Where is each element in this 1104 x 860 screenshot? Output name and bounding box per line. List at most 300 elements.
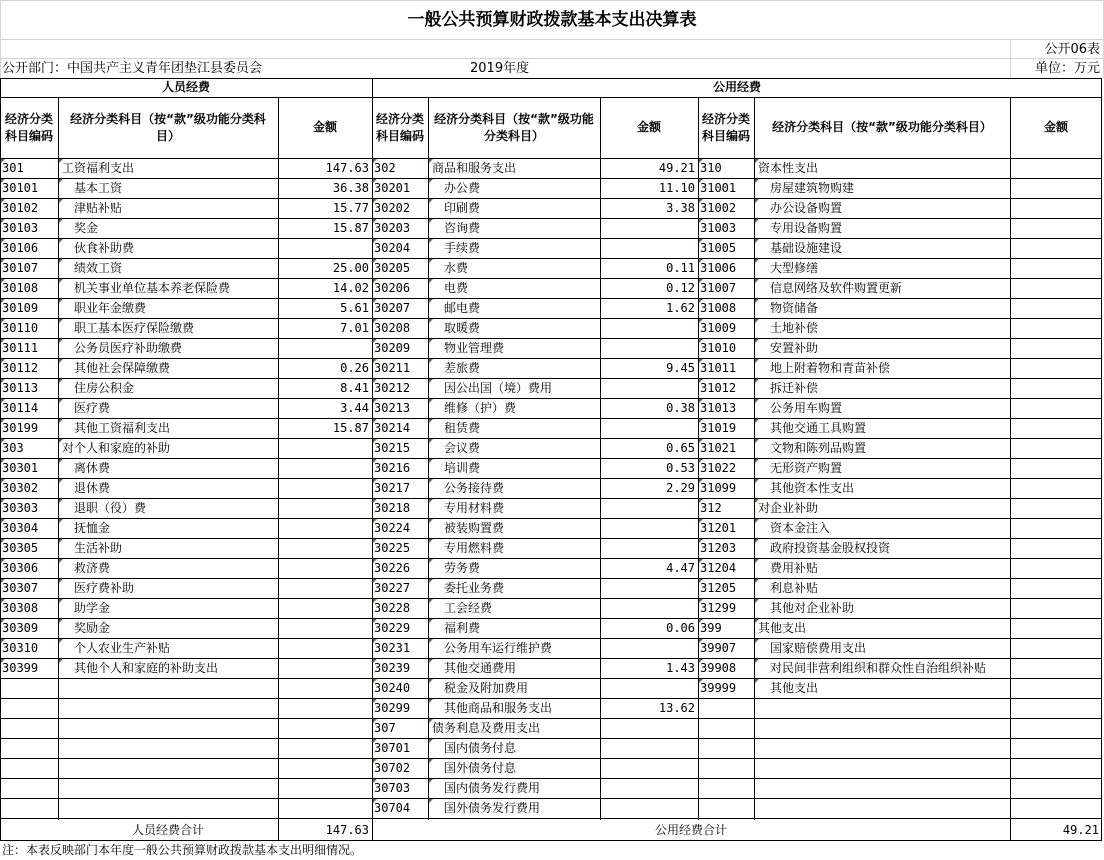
row-code: 30307 <box>2 581 39 595</box>
row-code: 30303 <box>2 501 39 515</box>
row-code: 31005 <box>700 241 737 255</box>
row-name: 住房公积金 <box>74 381 135 395</box>
row-name: 水费 <box>444 261 469 275</box>
border-line <box>0 418 1102 419</box>
border-line <box>1010 97 1011 820</box>
row-name: 职工基本医疗保险缴费 <box>74 321 195 335</box>
row-amount <box>278 598 372 618</box>
border-line <box>0 658 1102 659</box>
row-name: 信息网络及软件购置更新 <box>770 281 903 295</box>
row-amount <box>1010 618 1102 638</box>
public-total-label: 公用经费合计 <box>654 823 727 837</box>
row-name: 租赁费 <box>444 421 481 435</box>
row-name: 退职（役）费 <box>74 501 147 515</box>
border-line <box>0 518 1102 519</box>
border-line <box>754 97 755 820</box>
row-amount <box>1010 178 1102 198</box>
row-amount <box>600 218 698 238</box>
border-line <box>0 738 1102 739</box>
row-amount <box>1010 358 1102 378</box>
row-name: 个人农业生产补贴 <box>74 641 171 655</box>
row-amount: 1.62 <box>666 301 695 315</box>
row-amount: 15.87 <box>332 221 369 235</box>
row-name: 绩效工资 <box>74 261 123 275</box>
row-code: 30228 <box>374 601 411 615</box>
row-name: 其他对企业补助 <box>770 601 855 615</box>
row-name: 政府投资基金股权投资 <box>770 541 891 555</box>
row-amount <box>1010 538 1102 558</box>
row-name: 专用燃料费 <box>444 541 505 555</box>
col-header-amount-personnel: 金额 <box>312 120 337 134</box>
row-name: 电费 <box>444 281 469 295</box>
row-code: 31299 <box>700 601 737 615</box>
row-name: 基础设施建设 <box>770 241 843 255</box>
row-code: 31203 <box>700 541 737 555</box>
row-code: 31201 <box>700 521 737 535</box>
row-name: 商品和服务支出 <box>432 161 517 175</box>
row-code: 30304 <box>2 521 39 535</box>
row-name: 物资储备 <box>770 301 819 315</box>
row-code: 30207 <box>374 301 411 315</box>
border-line <box>372 78 373 840</box>
row-name: 委托业务费 <box>444 581 505 595</box>
personnel-total-amount: 147.63 <box>325 823 369 837</box>
row-code: 31002 <box>700 201 737 215</box>
row-amount <box>1010 458 1102 478</box>
row-amount: 0.65 <box>666 441 695 455</box>
row-code: 30306 <box>2 561 39 575</box>
row-amount <box>278 458 372 478</box>
row-amount <box>278 478 372 498</box>
row-code: 30102 <box>2 201 39 215</box>
row-name: 退休费 <box>74 481 111 495</box>
row-amount: 7.01 <box>340 321 369 335</box>
row-amount <box>600 778 698 798</box>
col-header-code-personnel: 经济分类科目编码 <box>4 111 53 143</box>
row-amount <box>278 438 372 458</box>
row-amount: 5.61 <box>340 301 369 315</box>
row-code: 30399 <box>2 661 39 675</box>
row-code: 31001 <box>700 181 737 195</box>
col-header-amount-public-a: 金额 <box>636 120 661 134</box>
row-name: 国内债务付息 <box>444 741 517 755</box>
row-name: 税金及附加费用 <box>444 681 529 695</box>
row-name: 地上附着物和青苗补偿 <box>770 361 891 375</box>
row-name: 其他交通工具购置 <box>770 421 867 435</box>
row-amount <box>1010 418 1102 438</box>
row-name: 其他资本性支出 <box>770 481 855 495</box>
row-amount <box>600 498 698 518</box>
row-code: 30108 <box>2 281 39 295</box>
border-line <box>0 638 1102 639</box>
row-code: 30214 <box>374 421 411 435</box>
gridline <box>0 0 1104 1</box>
row-name: 其他社会保障缴费 <box>74 361 171 375</box>
border-line <box>0 798 1102 799</box>
row-amount: 15.87 <box>332 421 369 435</box>
row-amount: 8.41 <box>340 381 369 395</box>
row-amount <box>1010 298 1102 318</box>
border-line <box>278 820 279 840</box>
section-public: 公用经费 <box>712 80 761 94</box>
row-name: 工资福利支出 <box>62 161 135 175</box>
row-name: 房屋建筑物购建 <box>770 181 855 195</box>
row-name: 国外债务付息 <box>444 761 517 775</box>
border-line <box>698 97 699 820</box>
row-amount <box>1010 678 1102 698</box>
row-amount <box>600 678 698 698</box>
row-code: 301 <box>2 161 24 175</box>
row-name: 离休费 <box>74 461 111 475</box>
row-code: 30301 <box>2 461 39 475</box>
row-amount: 0.06 <box>666 621 695 635</box>
row-amount <box>278 618 372 638</box>
row-code: 30703 <box>374 781 411 795</box>
row-code: 31021 <box>700 441 737 455</box>
unit-label: 单位：万元 <box>1034 61 1100 76</box>
row-code: 30215 <box>374 441 411 455</box>
row-code: 30231 <box>374 641 411 655</box>
border-line <box>0 578 1102 579</box>
border-line <box>0 558 1102 559</box>
row-amount <box>1010 318 1102 338</box>
row-amount <box>600 758 698 778</box>
row-code: 302 <box>374 161 396 175</box>
border-line <box>0 538 1102 539</box>
row-amount <box>1010 658 1102 678</box>
border-line <box>0 478 1102 479</box>
row-name: 办公设备购置 <box>770 201 843 215</box>
row-code: 30112 <box>2 361 39 375</box>
row-name: 伙食补助费 <box>74 241 135 255</box>
row-amount <box>600 318 698 338</box>
row-name: 奖励金 <box>74 621 111 635</box>
row-amount: 147.63 <box>325 161 369 175</box>
row-name: 公务用车购置 <box>770 401 843 415</box>
row-name: 资本性支出 <box>758 161 819 175</box>
border-line <box>428 97 429 820</box>
row-amount: 36.38 <box>332 181 369 195</box>
border-line <box>0 78 1102 79</box>
border-line <box>0 718 1102 719</box>
row-name: 劳务费 <box>444 561 481 575</box>
border-line <box>58 97 59 820</box>
gridline <box>0 39 1104 40</box>
row-amount: 11.10 <box>658 181 695 195</box>
row-name: 国外债务发行费用 <box>444 801 541 815</box>
row-code: 30205 <box>374 261 411 275</box>
row-name: 会议费 <box>444 441 481 455</box>
border-line <box>1101 78 1102 840</box>
row-code: 30224 <box>374 521 411 535</box>
row-amount <box>1010 158 1102 178</box>
row-amount: 2.29 <box>666 481 695 495</box>
row-code: 30204 <box>374 241 411 255</box>
row-code: 31012 <box>700 381 737 395</box>
row-code: 30103 <box>2 221 39 235</box>
row-name: 利息补贴 <box>770 581 819 595</box>
row-code: 30302 <box>2 481 39 495</box>
row-code: 30240 <box>374 681 411 695</box>
row-name: 其他个人和家庭的补助支出 <box>74 661 219 675</box>
row-amount <box>1010 398 1102 418</box>
border-line <box>0 618 1102 619</box>
row-amount <box>278 578 372 598</box>
row-code: 399 <box>700 621 722 635</box>
col-header-name-personnel: 经济分类科目（按“款”级功能分类科目） <box>70 111 266 143</box>
border-line <box>0 258 1102 259</box>
row-code: 30199 <box>2 421 39 435</box>
section-personnel: 人员经费 <box>161 80 210 94</box>
row-amount: 0.53 <box>666 461 695 475</box>
border-line <box>0 598 1102 599</box>
row-name: 救济费 <box>74 561 111 575</box>
row-amount <box>600 418 698 438</box>
sheet-title: 一般公共预算财政拨款基本支出决算表 <box>407 10 697 30</box>
row-name: 维修（护）费 <box>444 401 517 415</box>
row-code: 30217 <box>374 481 411 495</box>
row-code: 30111 <box>2 341 39 355</box>
row-code: 31013 <box>700 401 737 415</box>
row-code: 30309 <box>2 621 39 635</box>
row-code: 30213 <box>374 401 411 415</box>
row-amount: 4.47 <box>666 561 695 575</box>
year-label: 2019年度 <box>470 61 530 76</box>
row-amount: 49.21 <box>658 161 695 175</box>
row-code: 30239 <box>374 661 411 675</box>
row-name: 办公费 <box>444 181 481 195</box>
row-code: 30113 <box>2 381 39 395</box>
row-code: 30308 <box>2 601 39 615</box>
row-name: 其他支出 <box>758 621 807 635</box>
row-name: 医疗费补助 <box>74 581 135 595</box>
row-name: 其他商品和服务支出 <box>444 701 553 715</box>
row-code: 30107 <box>2 261 39 275</box>
row-name: 土地补偿 <box>770 321 819 335</box>
row-name: 抚恤金 <box>74 521 111 535</box>
row-name: 取暖费 <box>444 321 481 335</box>
border-line <box>1010 820 1011 840</box>
row-amount: 0.26 <box>340 361 369 375</box>
row-name: 医疗费 <box>74 401 111 415</box>
row-name: 助学金 <box>74 601 111 615</box>
row-code: 31007 <box>700 281 737 295</box>
row-name: 国内债务发行费用 <box>444 781 541 795</box>
row-code: 30702 <box>374 761 411 775</box>
row-code: 31205 <box>700 581 737 595</box>
row-name: 公务员医疗补助缴费 <box>74 341 183 355</box>
row-name: 国家赔偿费用支出 <box>770 641 867 655</box>
row-amount: 0.11 <box>666 261 695 275</box>
border-line <box>0 778 1102 779</box>
row-amount <box>600 378 698 398</box>
row-code: 30203 <box>374 221 411 235</box>
border-line <box>0 458 1102 459</box>
row-amount <box>1010 578 1102 598</box>
border-line <box>0 318 1102 319</box>
row-code: 31204 <box>700 561 737 575</box>
row-amount: 3.38 <box>666 201 695 215</box>
row-name: 基本工资 <box>74 181 123 195</box>
row-code: 31022 <box>700 461 737 475</box>
border-line <box>0 758 1102 759</box>
border-line <box>0 338 1102 339</box>
row-name: 生活补助 <box>74 541 123 555</box>
row-code: 30229 <box>374 621 411 635</box>
row-amount <box>1010 498 1102 518</box>
row-code: 30109 <box>2 301 39 315</box>
border-line <box>0 840 1102 841</box>
row-amount <box>1010 278 1102 298</box>
row-amount: 15.77 <box>332 201 369 215</box>
row-code: 30208 <box>374 321 411 335</box>
row-code: 30212 <box>374 381 411 395</box>
row-name: 机关事业单位基本养老保险费 <box>74 281 231 295</box>
row-name: 物业管理费 <box>444 341 505 355</box>
row-amount: 25.00 <box>332 261 369 275</box>
row-amount <box>278 538 372 558</box>
row-amount <box>600 638 698 658</box>
col-header-code-public-b: 经济分类科目编码 <box>701 111 750 143</box>
row-name: 文物和陈列品购置 <box>770 441 867 455</box>
row-amount: 14.02 <box>332 281 369 295</box>
row-name: 因公出国（境）费用 <box>444 381 553 395</box>
department-label: 公开部门：中国共产主义青年团垫江县委员会 <box>2 61 263 76</box>
row-amount <box>1010 598 1102 618</box>
row-name: 印刷费 <box>444 201 481 215</box>
row-code: 30106 <box>2 241 39 255</box>
row-name: 无形资产购置 <box>770 461 843 475</box>
border-line <box>0 198 1102 199</box>
row-amount <box>278 658 372 678</box>
row-code: 312 <box>700 501 722 515</box>
row-code: 31019 <box>700 421 737 435</box>
row-code: 30114 <box>2 401 39 415</box>
row-name: 公务用车运行维护费 <box>444 641 553 655</box>
row-name: 专用设备购置 <box>770 221 843 235</box>
row-code: 31009 <box>700 321 737 335</box>
row-amount <box>1010 378 1102 398</box>
border-line <box>0 358 1102 359</box>
row-amount <box>600 518 698 538</box>
row-name: 咨询费 <box>444 221 481 235</box>
row-code: 310 <box>700 161 722 175</box>
row-code: 31008 <box>700 301 737 315</box>
row-code: 31099 <box>700 481 737 495</box>
row-name: 工会经费 <box>444 601 493 615</box>
border-line <box>0 378 1102 379</box>
row-code: 30299 <box>374 701 411 715</box>
row-amount <box>278 498 372 518</box>
row-name: 被装购置费 <box>444 521 505 535</box>
form-number: 公开06表 <box>1044 42 1100 57</box>
gridline <box>0 58 1104 59</box>
row-name: 对企业补助 <box>758 501 819 515</box>
row-name: 对民间非营利组织和群众性自治组织补贴 <box>770 661 987 675</box>
row-name: 专用材料费 <box>444 501 505 515</box>
row-amount: 0.38 <box>666 401 695 415</box>
col-header-amount-public-b: 金额 <box>1043 120 1068 134</box>
row-name: 奖金 <box>74 221 99 235</box>
row-code: 307 <box>374 721 396 735</box>
row-name: 其他支出 <box>770 681 819 695</box>
row-amount <box>600 718 698 738</box>
row-amount <box>1010 198 1102 218</box>
row-amount: 0.12 <box>666 281 695 295</box>
row-name: 差旅费 <box>444 361 481 375</box>
row-code: 30227 <box>374 581 411 595</box>
row-code: 30305 <box>2 541 39 555</box>
row-name: 安置补助 <box>770 341 819 355</box>
row-code: 30310 <box>2 641 39 655</box>
row-amount <box>278 518 372 538</box>
row-code: 30226 <box>374 561 411 575</box>
row-code: 30206 <box>374 281 411 295</box>
row-amount: 9.45 <box>666 361 695 375</box>
row-code: 31006 <box>700 261 737 275</box>
row-code: 30225 <box>374 541 411 555</box>
row-code: 303 <box>2 441 24 455</box>
row-amount <box>1010 638 1102 658</box>
border-line <box>0 438 1102 439</box>
row-amount <box>600 738 698 758</box>
row-amount <box>1010 238 1102 258</box>
row-code: 30211 <box>374 361 411 375</box>
row-name: 债务利息及费用支出 <box>432 721 541 735</box>
row-amount <box>600 798 698 818</box>
row-code: 31011 <box>700 361 737 375</box>
row-name: 职业年金缴费 <box>74 301 147 315</box>
row-name: 其他交通费用 <box>444 661 517 675</box>
row-amount <box>1010 518 1102 538</box>
gridline <box>1010 39 1011 78</box>
row-name: 津贴补贴 <box>74 201 123 215</box>
row-amount <box>1010 558 1102 578</box>
row-amount <box>1010 478 1102 498</box>
personnel-total-label: 人员经费合计 <box>131 823 204 837</box>
border-line <box>0 238 1102 239</box>
col-header-code-public-a: 经济分类科目编码 <box>375 111 424 143</box>
row-code: 30101 <box>2 181 39 195</box>
row-name: 对个人和家庭的补助 <box>62 441 171 455</box>
row-name: 拆迁补偿 <box>770 381 819 395</box>
row-amount <box>600 578 698 598</box>
row-code: 30704 <box>374 801 411 815</box>
border-line <box>0 498 1102 499</box>
border-line <box>0 218 1102 219</box>
footnote: 注：本表反映部门本年度一般公共预算财政拨款基本支出明细情况。 <box>2 843 363 857</box>
row-code: 30218 <box>374 501 411 515</box>
row-amount <box>600 238 698 258</box>
row-amount: 3.44 <box>340 401 369 415</box>
row-name: 其他工资福利支出 <box>74 421 171 435</box>
row-name: 福利费 <box>444 621 481 635</box>
row-amount <box>278 338 372 358</box>
border-line <box>600 97 601 820</box>
border-line <box>0 678 1102 679</box>
row-code: 31003 <box>700 221 737 235</box>
border-line <box>0 818 1102 819</box>
border-line <box>0 698 1102 699</box>
row-amount <box>600 538 698 558</box>
border-line <box>278 97 279 820</box>
row-amount <box>1010 338 1102 358</box>
border-line <box>0 278 1102 279</box>
row-code: 30201 <box>374 181 411 195</box>
col-header-name-public-a: 经济分类科目（按“款”级功能分类科目） <box>434 111 594 143</box>
row-code: 31010 <box>700 341 737 355</box>
row-amount <box>278 238 372 258</box>
